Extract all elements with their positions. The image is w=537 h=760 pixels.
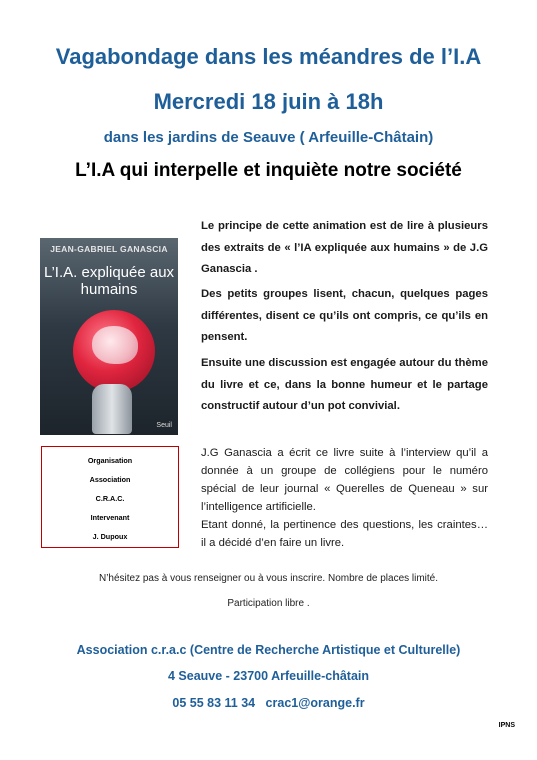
org-line: J. Dupoux — [92, 532, 128, 541]
event-subtitle: L’I.A qui interpelle et inquiète notre société — [75, 160, 462, 181]
event-title: Vagabondage dans les méandres de l’I.A — [55, 44, 482, 69]
email-address[interactable]: crac1@orange.fr — [265, 696, 365, 710]
robot-hand-graphic — [92, 384, 132, 434]
paragraph-principle: Le principe de cette animation est de lire à plusieurs des extraits de « l’IA expliquée aux humains » de J.G Ganascia . — [201, 220, 488, 276]
paragraph-author-story — [201, 444, 488, 552]
event-date: Mercredi 18 juin à 18h — [153, 89, 384, 114]
paragraph-discussion: Ensuite une discussion est engagée autour du thème du livre et ce, dans la bonne humeur et le partage constructif autour d’un pot convivial. — [201, 357, 488, 413]
book-title: L’I.A. expliquée aux humains — [43, 264, 175, 298]
brain-graphic — [92, 326, 138, 364]
org-line: Intervenant — [90, 513, 130, 522]
org-line: Association — [89, 475, 131, 484]
book-cover-image — [40, 238, 178, 435]
org-line: C.R.A.C. — [95, 494, 125, 503]
book-publisher: Seuil — [156, 422, 172, 429]
organisation-box — [41, 446, 179, 548]
book-author: JEAN-GABRIEL GANASCIA — [50, 244, 168, 254]
association-address: 4 Seauve - 23700 Arfeuille-châtain — [167, 669, 370, 683]
ipns-mark: IPNS — [498, 722, 515, 729]
org-line: Organisation — [87, 456, 133, 465]
event-location: dans les jardins de Seauve ( Arfeuille-Châtain) — [103, 129, 434, 146]
phone-number: 05 55 83 11 34 — [172, 696, 256, 710]
participation-note: Participation libre . — [227, 598, 310, 609]
author-story-conclusion: Etant donné, la pertinence des questions, les craintes… il a décidé d’en faire un livre. — [201, 519, 488, 549]
contact-line — [0, 696, 537, 710]
association-name: Association c.r.a.c (Centre de Recherche Artistique et Culturelle) — [76, 643, 461, 657]
paragraph-groups: Des petits groupes lisent, chacun, quelques pages différentes, disent ce qu’ils ont compris, ce qu’ils en pensent. — [201, 288, 488, 344]
registration-info: N’hésitez pas à vous renseigner ou à vous inscrire. Nombre de places limité. — [98, 573, 439, 584]
author-story-text: J.G Ganascia a écrit ce livre suite à l’interview qu’il a donnée à un groupe de collégiens pour le numéro spécial de leur journal « Querelles de Queneau » sur l’intelligence artificielle. — [201, 447, 488, 513]
